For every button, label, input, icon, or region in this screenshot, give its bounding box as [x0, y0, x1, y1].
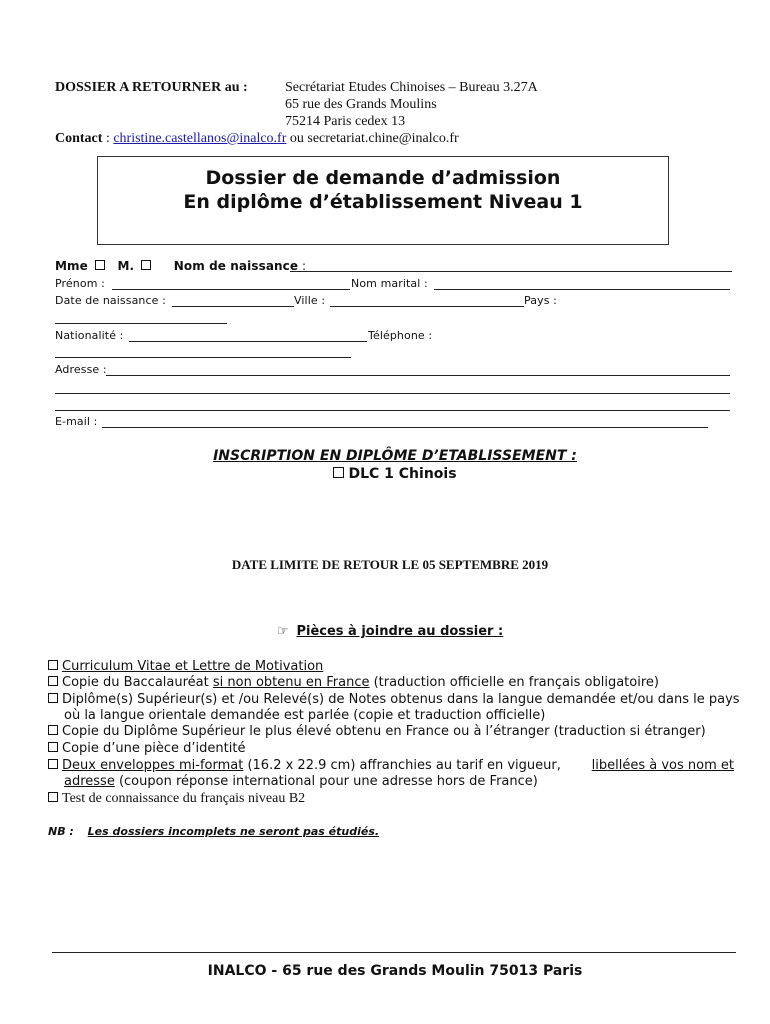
- telephone-label: Téléphone :: [368, 329, 433, 342]
- dlc1-checkbox[interactable]: [333, 467, 344, 478]
- date-naissance-field[interactable]: [172, 306, 294, 307]
- piece-text-underlined: adresse: [64, 774, 115, 789]
- nom-marital-field[interactable]: [434, 289, 730, 290]
- piece-item: [48, 692, 740, 707]
- footer-address: INALCO - 65 rue des Grands Moulin 75013 Paris: [207, 963, 583, 979]
- piece-text: Copie du Baccalauréat: [62, 675, 213, 690]
- adresse-field-2[interactable]: [55, 393, 730, 394]
- piece-item: [48, 675, 659, 690]
- piece-checkbox[interactable]: [48, 792, 58, 802]
- piece-item-continuation: [64, 708, 545, 723]
- nom-naissance-label: Nom de naissance: [173, 259, 299, 273]
- piece-checkbox[interactable]: [48, 759, 58, 769]
- piece-item: [48, 758, 734, 773]
- nb-text: Les dossiers incomplets ne seront pas étudiés.: [87, 825, 380, 838]
- piece-text-underlined: si non obtenu en France: [212, 675, 370, 690]
- nb-note: [48, 825, 379, 838]
- address-line-1: Secrétariat Etudes Chinoises – Bureau 3.27A: [285, 80, 538, 95]
- piece-text: Copie du Diplôme Supérieur le plus élevé obtenu en France ou à l’étranger (traduction si étranger): [62, 724, 706, 739]
- piece-text: (16.2 x 22.9 cm) affranchies au tarif en vigueur,: [243, 758, 561, 773]
- deadline-notice: DATE LIMITE DE RETOUR LE 05 SEPTEMBRE 2019: [231, 557, 549, 572]
- piece-item-continuation: [64, 774, 538, 789]
- email-label: E-mail :: [55, 415, 98, 428]
- mme-checkbox[interactable]: [95, 260, 105, 270]
- piece-text-underlined-2: libellées à vos nom et: [591, 758, 734, 773]
- pieces-heading: [0, 624, 770, 639]
- nationalite-label: Nationalité :: [55, 329, 124, 342]
- nom-naissance-sep: :: [298, 259, 307, 273]
- inscription-title: INSCRIPTION EN DIPLÔME D’ETABLISSEMENT :: [213, 448, 577, 464]
- nationalite-field[interactable]: [129, 341, 367, 342]
- piece-text: Diplôme(s) Supérieur(s) et /ou Relevé(s) de Notes obtenus dans la langue demandée et/ou dans le pays: [62, 692, 740, 707]
- send-to-label: DOSSIER A RETOURNER au :: [55, 80, 248, 95]
- civility-row: [55, 259, 306, 273]
- nom-naissance-field[interactable]: [290, 271, 732, 272]
- title-box: [97, 156, 669, 245]
- piece-item: [48, 741, 245, 756]
- title-line-2: En diplôme d’établissement Niveau 1: [183, 191, 583, 213]
- piece-item: [48, 791, 305, 807]
- mme-label: Mme: [55, 259, 88, 273]
- nb-label: NB :: [48, 825, 74, 838]
- address-line-2: 65 rue des Grands Moulins: [285, 97, 437, 112]
- contact-sep: :: [102, 131, 114, 146]
- piece-text: Curriculum Vitae et Lettre de Motivation: [62, 659, 324, 674]
- email-field[interactable]: [102, 427, 708, 428]
- m-label: M.: [117, 259, 135, 273]
- contact-alt-email: ou secretariat.chine@inalco.fr: [286, 131, 459, 146]
- piece-text-post: (traduction officielle en français obligatoire): [369, 675, 659, 690]
- pays-label: Pays :: [524, 294, 557, 307]
- ville-field[interactable]: [330, 306, 524, 307]
- piece-text: Test de connaissance du français niveau B2: [62, 791, 306, 806]
- piece-item: [48, 659, 323, 674]
- inscription-option: [0, 466, 770, 482]
- m-checkbox[interactable]: [141, 260, 151, 270]
- date-naissance-label: Date de naissance :: [55, 294, 166, 307]
- piece-item: [48, 724, 706, 739]
- piece-checkbox[interactable]: [48, 676, 58, 686]
- prenom-label: Prénom :: [55, 277, 105, 290]
- contact-email-link[interactable]: christine.castellanos@inalco.fr: [113, 131, 287, 146]
- piece-checkbox[interactable]: [48, 725, 58, 735]
- adresse-field-1[interactable]: [106, 375, 730, 376]
- pieces-heading-text: Pièces à joindre au dossier :: [296, 624, 504, 639]
- pays-field-continuation[interactable]: [55, 323, 227, 324]
- dlc1-label: DLC 1 Chinois: [348, 466, 457, 482]
- piece-checkbox[interactable]: [48, 742, 58, 752]
- address-line-3: 75214 Paris cedex 13: [285, 114, 406, 129]
- pointing-hand-icon: ☞: [276, 624, 289, 639]
- adresse-label: Adresse :: [55, 363, 107, 376]
- piece-text-underlined: Deux enveloppes mi-format: [62, 758, 244, 773]
- adresse-field-3[interactable]: [55, 410, 730, 411]
- piece-checkbox[interactable]: [48, 693, 58, 703]
- contact-label: Contact: [55, 131, 103, 146]
- ville-label: Ville :: [294, 294, 326, 307]
- prenom-field[interactable]: [112, 289, 350, 290]
- title-line-1: Dossier de demande d’admission: [205, 167, 561, 189]
- piece-checkbox[interactable]: [48, 660, 58, 670]
- contact-line: [55, 130, 459, 148]
- piece-text: Copie d’une pièce d’identité: [62, 741, 246, 756]
- telephone-field-continuation[interactable]: [55, 357, 351, 358]
- footer-divider: [52, 952, 736, 953]
- piece-text: (coupon réponse international pour une adresse hors de France): [114, 774, 538, 789]
- nom-marital-label: Nom marital :: [351, 277, 428, 290]
- piece-text: où la langue orientale demandée est parlée (copie et traduction officielle): [64, 708, 546, 723]
